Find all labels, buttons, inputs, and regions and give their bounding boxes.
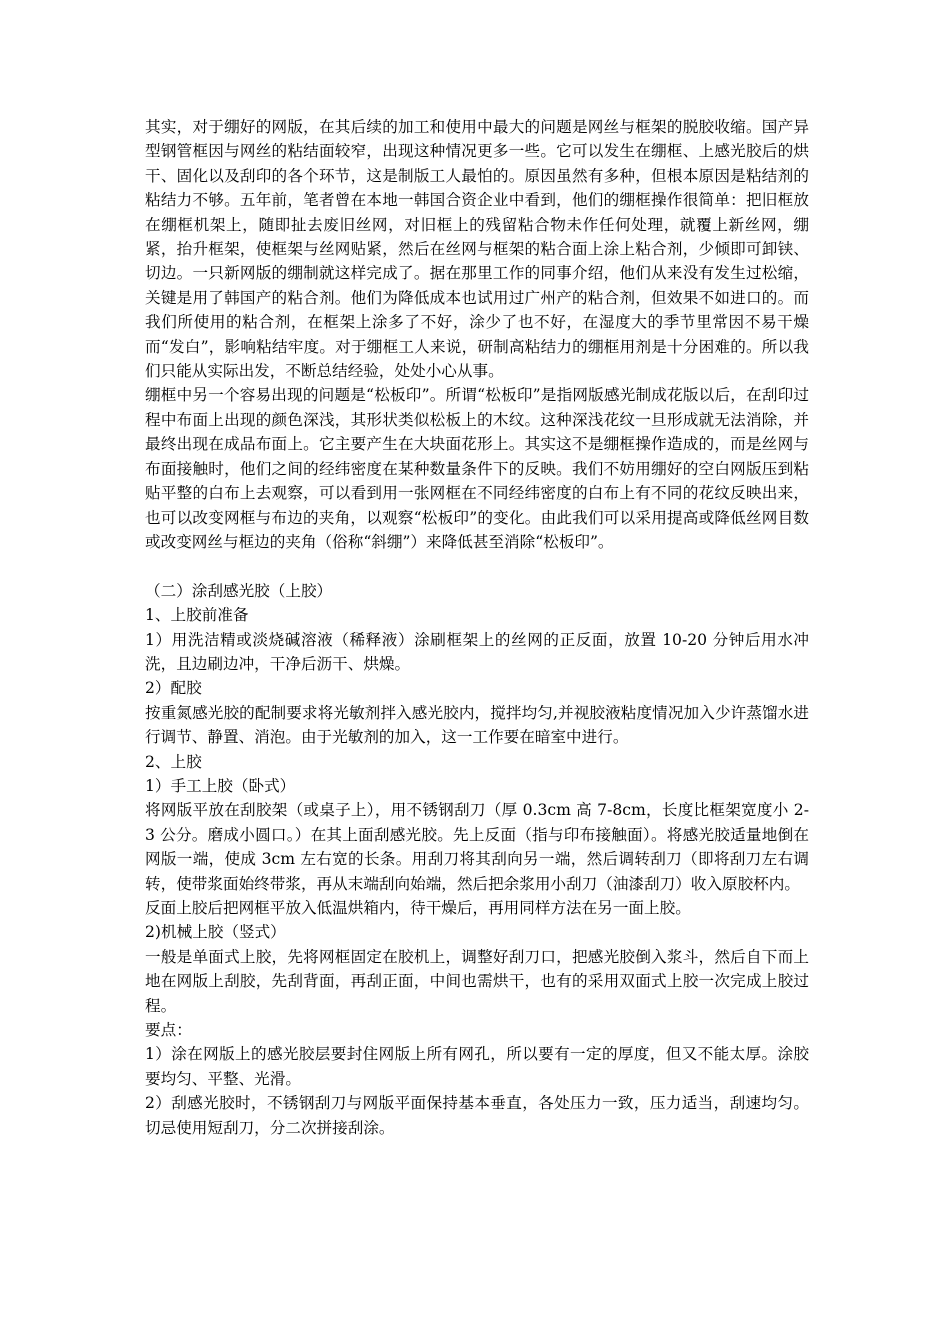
paragraph-manual-coating-body-2: 反面上胶后把网框平放入低温烘箱内，待干燥后，再用同样方法在另一面上胶。 (145, 898, 691, 917)
paragraph-machine-coating-body: 一般是单面式上胶，先将网框固定在胶机上，调整好刮刀口，把感光胶倒入浆斗，然后自下而上地在网版上刮胶，先刮背面，再刮正面，中间也需烘干，也有的采用双面式上胶一次完成上胶过程。 (145, 947, 809, 1015)
document-page (145, 115, 809, 1140)
blank-line (145, 554, 809, 578)
paragraph-key-point-1: 1）涂在网版上的感光胶层要封住网版上所有网孔，所以要有一定的厚度，但又不能太厚。涂胶要均匀、平整、光滑。 (145, 1045, 809, 1088)
paragraph-manual-coating-body: 将网版平放在刮胶架（或桌子上），用不锈钢刮刀（厚 0.3cm 高 7-8cm，长度比框架宽度小 2-3 公分。磨成小圆口。）在其上面刮感光胶。先上反面（指与印布接触面）。将感光胶适量地倒在网版一端，使成 3cm 左右宽的长条。用刮刀将其刮向另一端，然后调转刮刀（即将刮刀左右调转，使带浆面始终带浆，再从末端刮向始端，然后把余浆用小刮刀（油漆刮刀）收入原胶杯内。 (145, 801, 809, 893)
paragraph-mixing-body: 按重氮感光胶的配制要求将光敏剂拌入感光胶内，搅拌均匀,并视胶液粘度情况加入少许蒸馏水进行调节、静置、消泡。由于光敏剂的加入，这一工作要在暗室中进行。 (145, 703, 809, 747)
subheading-manual-coating: 1）手工上胶（卧式） (145, 776, 296, 795)
paragraph-key-point-2: 2）刮感光胶时，不锈钢刮刀与网版平面保持基本垂直，各处压力一致，压力适当，刮速均匀。切忌使用短刮刀，分二次拼接刮涂。 (145, 1094, 809, 1137)
paragraph-frame-glue-shrinkage: 其实，对于绷好的网版，在其后续的加工和使用中最大的问题是网丝与框架的脱胶收缩。国产异型钢管框因与网丝的粘结面较窄，出现这种情况更多一些。它可以发生在绷框、上感光胶后的烘干、固化以及刮印的各个环节，这是制版工人最怕的。原因虽然有多种，但根本原因是粘结剂的粘结力不够。五年前，笔者曾在本地一韩国合资企业中看到，他们的绷框操作很简单：把旧框放在绷框机架上，随即扯去废旧丝网，对旧框上的残留粘合物未作任何处理，就覆上新丝网，绷紧，抬升框架，使框架与丝网贴紧，然后在丝网与框架的粘合面上涂上粘合剂，少倾即可卸铗、切边。一只新网版的绷制就这样完成了。据在那里工作的同事介绍，他们从来没有发生过松缩，关键是用了韩国产的粘合剂。他们为降低成本也试用过广州产的粘合剂，但效果不如进口的。而我们所使用的粘合剂，在框架上涂多了不好，涂少了也不好，在湿度大的季节里常因不易干燥而“发白”，影响粘结牢度。对于绷框工人来说，研制高粘结力的绷框用剂是十分困难的。所以我们只能从实际出发，不断总结经验，处处小心从事。 (145, 118, 809, 381)
subheading-mixing: 2）配胶 (145, 679, 202, 698)
paragraph-cleaning-step: 1）用洗洁精或淡烧碱溶液（稀释液）涂刷框架上的丝网的正反面，放置 10-20 分钟后用水冲洗，且边刷边冲，干净后沥干、烘燥。 (145, 630, 809, 673)
paragraph-pine-board-mark: 绷框中另一个容易出现的问题是“松板印”。所谓“松板印”是指网版感光制成花版以后，在刮印过程中布面上出现的颜色深浅，其形状类似松板上的木纹。这种深浅花纹一旦形成就无法消除，并最终出现在成品布面上。它主要产生在大块面花形上。其实这不是绷框操作造成的，而是丝网与布面接触时，他们之间的经纬密度在某种数量条件下的反映。我们不妨用绷好的空白网版压到粘贴平整的白布上去观察，可以看到用一张网框在不同经纬密度的白布上有不同的花纹反映出来，也可以改变网框与布边的夹角，以观察“松板印”的变化。由此我们可以采用提高或降低丝网目数或改变网丝与框边的夹角（俗称“斜绷”）来降低甚至消除“松板印”。 (145, 386, 809, 551)
subheading-machine-coating: 2)机械上胶（竖式） (145, 923, 286, 942)
subheading-key-points: 要点： (145, 1021, 192, 1040)
subheading-preparation: 1、上胶前准备 (145, 606, 249, 625)
section-heading-coating: （二）涂刮感光胶（上胶） (145, 581, 333, 600)
subheading-coating: 2、上胶 (145, 752, 202, 771)
